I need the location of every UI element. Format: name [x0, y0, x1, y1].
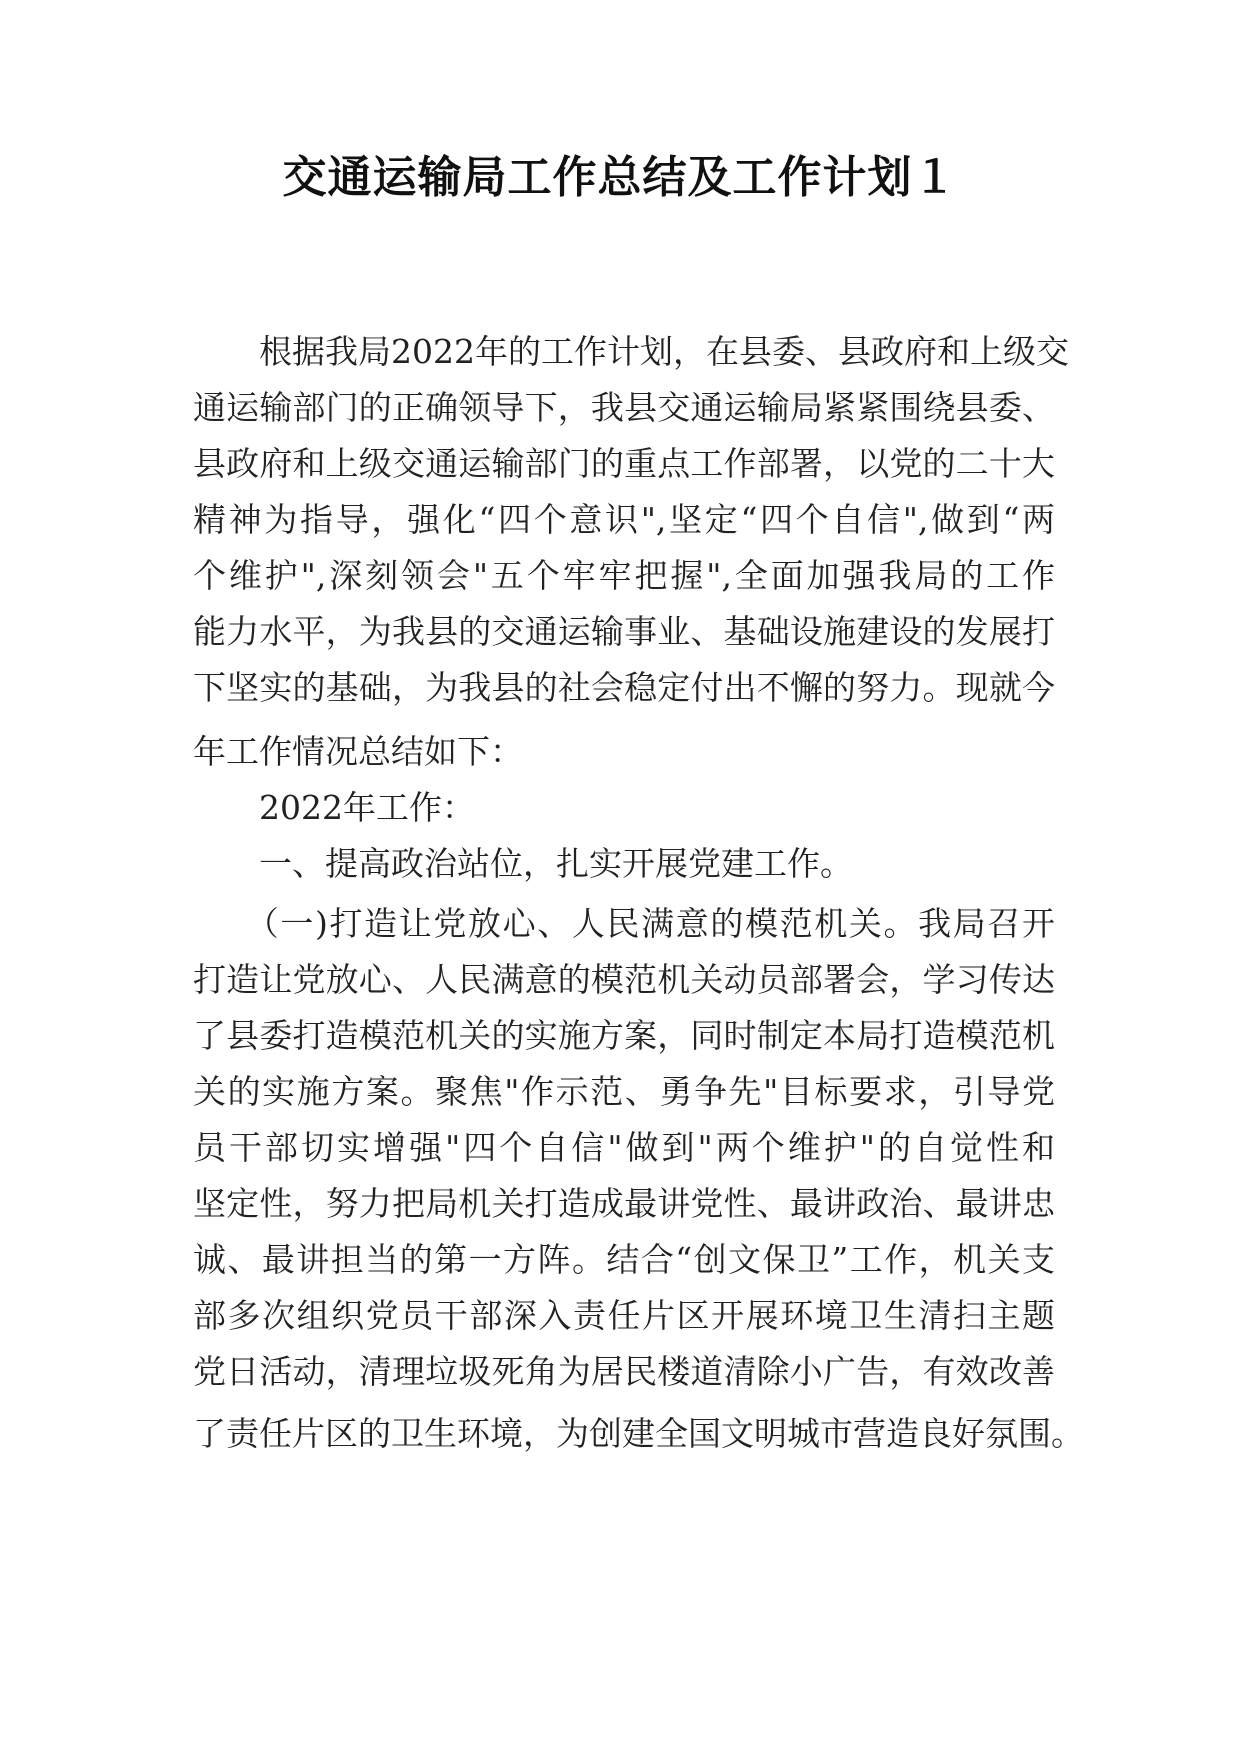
body-line: 能力水平，为我县的交通运输事业、基础设施建设的发展打: [193, 612, 1055, 651]
body-line: 了责任片区的卫生环境，为创建全国文明城市营造良好氛围。: [193, 1414, 1084, 1453]
section-heading: 一、提高政治站位，扎实开展党建工作。: [193, 844, 853, 883]
body-line: 员干部切实增强"四个自信"做到"两个维护"的自觉性和: [193, 1128, 1055, 1167]
body-line: 关的实施方案。聚焦"作示范、勇争先"目标要求，引导党: [193, 1072, 1055, 1111]
body-line: 根据我局2022年的工作计划，在县委、县政府和上级交: [193, 332, 1069, 371]
section-heading: 2022年工作：: [193, 788, 475, 827]
body-line: 坚定性，努力把局机关打造成最讲党性、最讲政治、最讲忠: [193, 1184, 1055, 1223]
body-line: 精神为指导，强化“四个意识",坚定“四个自信",做到“两: [193, 500, 1055, 539]
body-line: 党日活动，清理垃圾死角为居民楼道清除小广告，有效改善: [193, 1352, 1055, 1391]
body-line: 下坚实的基础，为我县的社会稳定付出不懈的努力。现就今: [193, 668, 1055, 707]
body-line: 县政府和上级交通运输部门的重点工作部署，以党的二十大: [193, 444, 1055, 483]
body-line: 个维护",深刻领会"五个牢牢把握",全面加强我局的工作: [193, 556, 1055, 595]
body-line: 打造让党放心、人民满意的模范机关动员部署会，学习传达: [193, 960, 1055, 999]
document-title: 交通运输局工作总结及工作计划１: [282, 152, 958, 203]
body-line: 部多次组织党员干部深入责任片区开展环境卫生清扫主题: [193, 1296, 1055, 1335]
body-line: （一)打造让党放心、人民满意的模范机关。我局召开: [193, 904, 1055, 943]
body-line: 通运输部门的正确领导下，我县交通运输局紧紧围绕县委、: [193, 388, 1055, 427]
body-line: 年工作情况总结如下：: [193, 732, 523, 771]
body-line: 了县委打造模范机关的实施方案，同时制定本局打造模范机: [193, 1016, 1055, 1055]
body-line: 诚、最讲担当的第一方阵。结合“创文保卫”工作，机关支: [193, 1240, 1055, 1279]
